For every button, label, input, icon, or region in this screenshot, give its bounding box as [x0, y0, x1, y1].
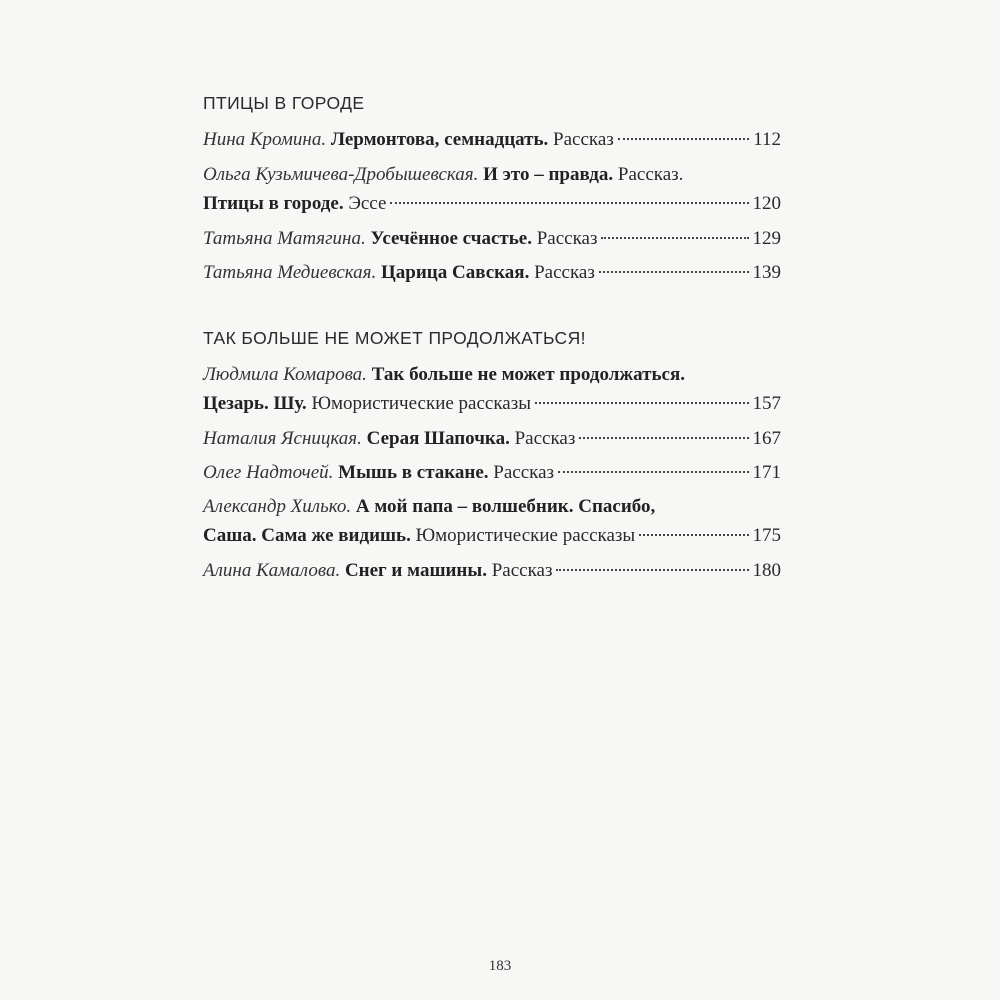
entry-title: И это – правда. [483, 164, 614, 185]
entry-title: Так больше не может продолжаться. [371, 364, 686, 385]
dot-leader [535, 402, 749, 404]
dot-leader [618, 138, 749, 140]
toc-entry [203, 160, 781, 218]
entry-title: Лермонтова, семнадцать. [330, 129, 549, 150]
entry-page-number: 112 [753, 129, 781, 150]
dot-leader [579, 437, 748, 439]
entry-page-number: 139 [752, 262, 781, 283]
toc-entry [203, 424, 781, 453]
entry-author: Татьяна Медиевская. [203, 262, 377, 283]
entry-title-continued: Птицы в городе. [203, 193, 344, 214]
entry-title: Снег и машины. [344, 560, 487, 581]
toc-entry [203, 556, 781, 585]
entry-title: Царица Савская. [381, 262, 530, 283]
entry-genre: Рассказ [491, 560, 553, 581]
dot-leader [601, 237, 748, 239]
dot-leader [558, 471, 748, 473]
entry-genre: Рассказ [553, 129, 614, 150]
toc-entry [203, 360, 781, 418]
toc-entry [203, 258, 781, 287]
entry-title: Серая Шапочка. [366, 428, 510, 449]
entry-page-number: 171 [752, 462, 781, 483]
entry-page-number: 129 [752, 228, 781, 249]
entry-page-number: 167 [752, 428, 781, 449]
entry-page-number: 175 [752, 525, 781, 546]
entry-genre: Рассказ. [617, 164, 684, 185]
dot-leader [556, 569, 748, 571]
entry-genre: Рассказ [534, 262, 595, 283]
entry-genre: Рассказ [514, 428, 576, 449]
section-title: ПТИЦЫ В ГОРОДЕ [203, 93, 365, 113]
entry-author: Олег Надточей. [203, 462, 334, 483]
toc-entry [203, 224, 781, 253]
entry-author: Татьяна Матягина. [203, 228, 366, 249]
entry-author: Ольга Кузьмичева-Дробышевская. [203, 164, 479, 185]
entry-genre: Рассказ [493, 462, 555, 483]
entry-genre: Юмористические рассказы [415, 525, 636, 546]
entry-author: Наталия Ясницкая. [203, 428, 362, 449]
entry-author: Алина Камалова. [203, 560, 341, 581]
entry-title: Усечённое счастье. [370, 228, 532, 249]
entry-title: Мышь в стакане. [338, 462, 489, 483]
entry-page-number: 120 [752, 193, 781, 214]
dot-leader [639, 534, 748, 536]
entry-author: Нина Кромина. [203, 129, 327, 150]
entry-author: Александр Хилько. [203, 496, 352, 517]
entry-genre: Юмористические рассказы [311, 393, 531, 414]
entry-title: А мой папа – волшебник. Спасибо, [355, 496, 656, 517]
entry-genre: Эссе [348, 193, 387, 214]
entry-page-number: 157 [752, 393, 781, 414]
toc-entry [203, 458, 781, 487]
dot-leader [599, 271, 749, 273]
entry-page-number: 180 [752, 560, 781, 581]
toc-entry [203, 492, 781, 550]
entry-genre: Рассказ [536, 228, 598, 249]
page-number: 183 [488, 958, 512, 974]
section-title: ТАК БОЛЬШЕ НЕ МОЖЕТ ПРОДОЛЖАТЬСЯ! [203, 328, 586, 348]
entry-title-continued: Саша. Сама же видишь. [203, 525, 411, 546]
entry-title-continued: Цезарь. Шу. [203, 393, 307, 414]
toc-entry [203, 125, 781, 154]
entry-author: Людмила Комарова. [203, 364, 367, 385]
dot-leader [390, 202, 748, 204]
